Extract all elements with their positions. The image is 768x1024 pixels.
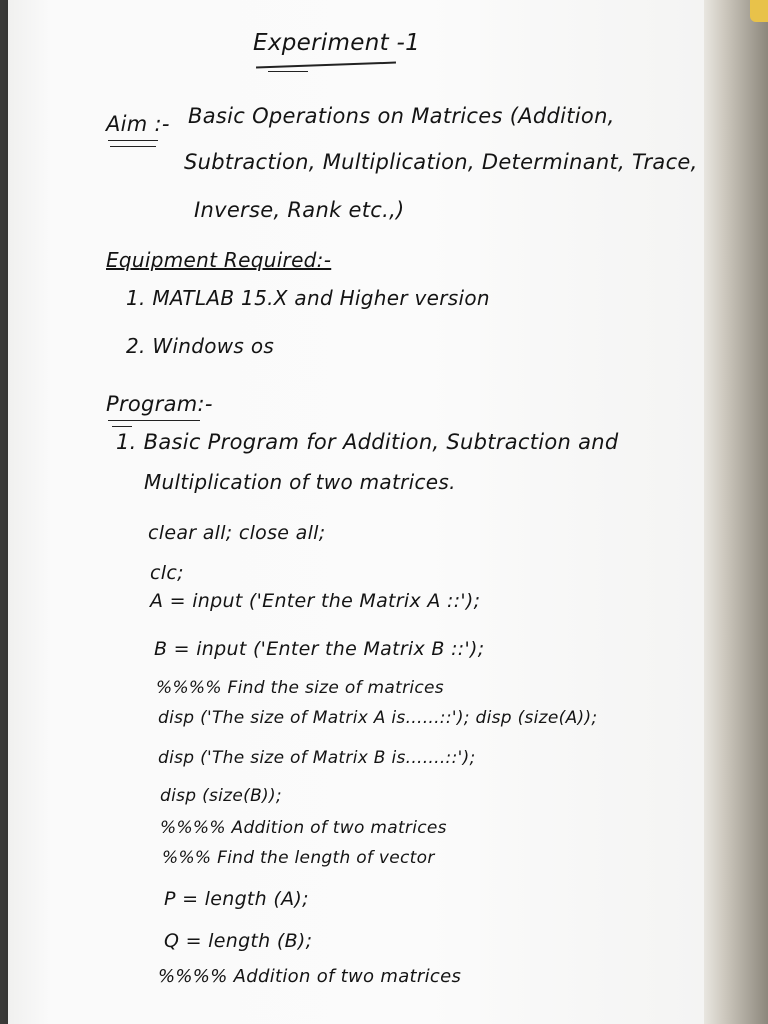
equipment-item: 2. Windows os [126, 334, 275, 358]
equipment-label: Equipment Required:- [106, 248, 332, 272]
code-comment: %%% Find the length of vector [162, 848, 435, 868]
title-underline-short [268, 71, 308, 72]
code-line: disp ('The size of Matrix B is.......::'); [158, 748, 476, 768]
code-line: clc; [150, 562, 184, 584]
title-underline [256, 62, 396, 69]
aim-underline-2 [110, 146, 156, 147]
code-line: Q = length (B); [164, 930, 313, 952]
code-comment: %%%% Addition of two matrices [160, 818, 447, 838]
aim-line-1: Basic Operations on Matrices (Addition, [188, 104, 615, 128]
code-comment: %%%% Addition of two matrices [158, 966, 462, 987]
page-edge-shadow [704, 0, 768, 1024]
equipment-item: 1. MATLAB 15.X and Higher version [126, 286, 490, 310]
program-label: Program:- [106, 392, 213, 416]
aim-label: Aim :- [106, 112, 170, 136]
program-underline-2 [112, 426, 132, 427]
page-title: Experiment -1 [253, 30, 421, 56]
code-line: disp ('The size of Matrix A is......::'); disp (size(A)); [158, 708, 598, 728]
aim-underline [108, 140, 158, 141]
aim-line-3: Inverse, Rank etc.,) [194, 198, 405, 222]
program-heading-line-1: 1. Basic Program for Addition, Subtraction and [116, 430, 619, 454]
notebook-page [8, 0, 706, 1024]
code-line: P = length (A); [164, 888, 309, 910]
code-line: A = input ('Enter the Matrix A ::'); [150, 590, 481, 612]
code-comment: %%%% Find the size of matrices [156, 678, 444, 698]
code-line: disp (size(B)); [160, 786, 282, 806]
code-line: B = input ('Enter the Matrix B ::'); [154, 638, 485, 660]
binder-tab [750, 0, 768, 22]
program-heading-line-2: Multiplication of two matrices. [144, 470, 456, 494]
code-line: clear all; close all; [148, 522, 326, 544]
program-underline [108, 420, 200, 421]
aim-line-2: Subtraction, Multiplication, Determinant, Trace, [184, 150, 698, 174]
